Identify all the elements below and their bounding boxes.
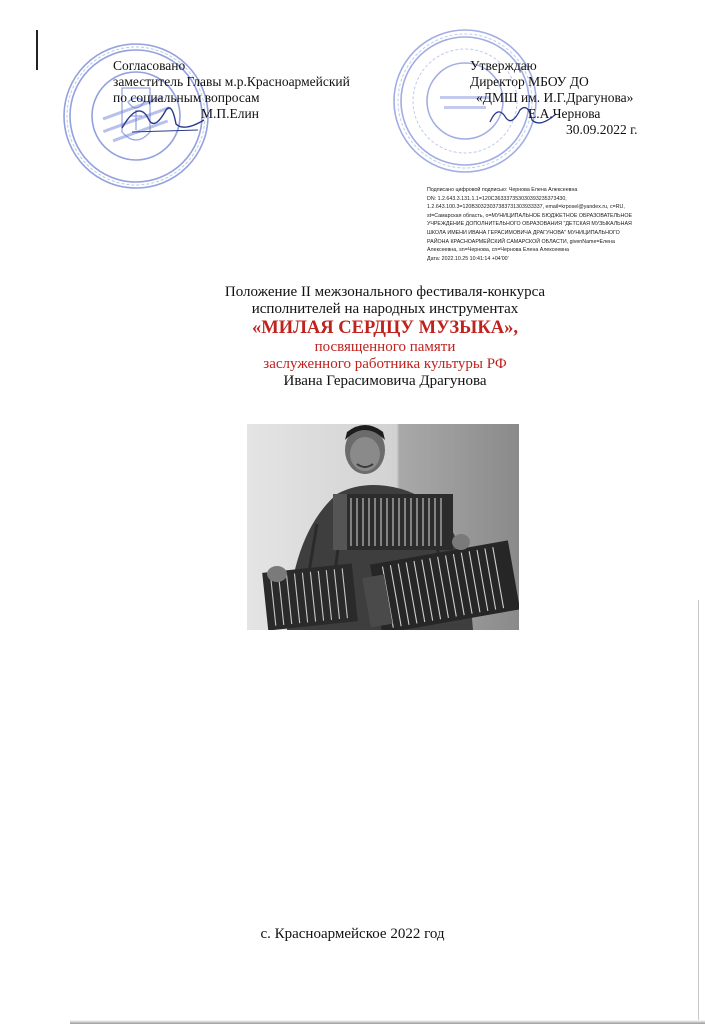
approval-left-signer: М.П.Елин xyxy=(201,106,259,121)
digital-signature-line: РАЙОНА КРАСНОАРМЕЙСКИЙ САМАРСКОЙ ОБЛАСТИ, givenName=Елена xyxy=(427,238,615,245)
digital-signature-line: УЧРЕЖДЕНИЕ ДОПОЛНИТЕЛЬНОГО ОБРАЗОВАНИЯ "ДЕТСКАЯ МУЗЫКАЛЬНАЯ xyxy=(427,221,632,228)
approval-left-heading: Согласовано xyxy=(113,58,186,73)
digital-signature-line: ШКОЛА ИМЕНИ ИВАНА ГЕРАСИМОВИЧА ДРАГУНОВА" МУНИЦИПАЛЬНОГО xyxy=(427,229,620,236)
approval-left-department: по социальным вопросам xyxy=(113,90,260,105)
digital-signature-line: Дата: 2022.10.25 10:41:14 +04'00' xyxy=(427,255,509,262)
approval-right-date: 30.09.2022 г. xyxy=(566,122,638,137)
title-line-1: Положение II межзонального фестиваля-конкурса xyxy=(224,284,546,300)
title-line-4: посвященного памяти xyxy=(314,339,456,355)
approval-right-position: Директор МБОУ ДО xyxy=(470,74,589,89)
approval-right xyxy=(470,58,638,138)
digital-signature-line: Алексеевна, sn=Чернова, cn=Чернова Елена Алексеевна xyxy=(427,247,569,254)
title-line-2: исполнителей на народных инструментах xyxy=(251,301,519,317)
digital-signature-block xyxy=(427,186,689,263)
accordionist-illustration xyxy=(247,424,519,630)
page-scan-edge xyxy=(36,30,38,70)
portrait-photo xyxy=(247,424,519,630)
digital-signature-line: st=Самарская область, o=МУНИЦИПАЛЬНОЕ БЮДЖЕТНОЕ ОБРАЗОВАТЕЛЬНОЕ xyxy=(427,212,633,219)
digital-signature-line: Подписано цифровой подписью: Чернова Елена Алексеевна xyxy=(427,187,578,193)
document-title xyxy=(100,284,670,390)
festival-name: «МИЛАЯ СЕРДЦУ МУЗЫКА», xyxy=(252,318,518,338)
page-scan-shadow xyxy=(70,1020,705,1024)
approval-left-position: заместитель Главы м.р.Красноармейский xyxy=(113,74,350,89)
approval-left xyxy=(113,58,350,122)
digital-signature-line: DN: 1.2.643.3.131.1.1=120C363337353030393235373430, xyxy=(427,195,567,202)
title-line-5: заслуженного работника культуры РФ xyxy=(263,356,507,372)
page-scan-edge-right xyxy=(698,600,699,1020)
approval-right-school: «ДМШ им. И.Г.Драгунова» xyxy=(476,90,634,105)
title-line-6: Ивана Герасимовича Драгунова xyxy=(283,373,487,389)
approval-right-heading: Утверждаю xyxy=(470,58,537,73)
place-and-year: с. Красноармейское 2022 год xyxy=(260,926,445,942)
approval-right-signer: Е.А.Чернова xyxy=(528,106,601,121)
digital-signature-line: 1.2.643.100.3=120B30323037383731303933337, email=krposel@yandex.ru, c=RU, xyxy=(427,204,625,211)
